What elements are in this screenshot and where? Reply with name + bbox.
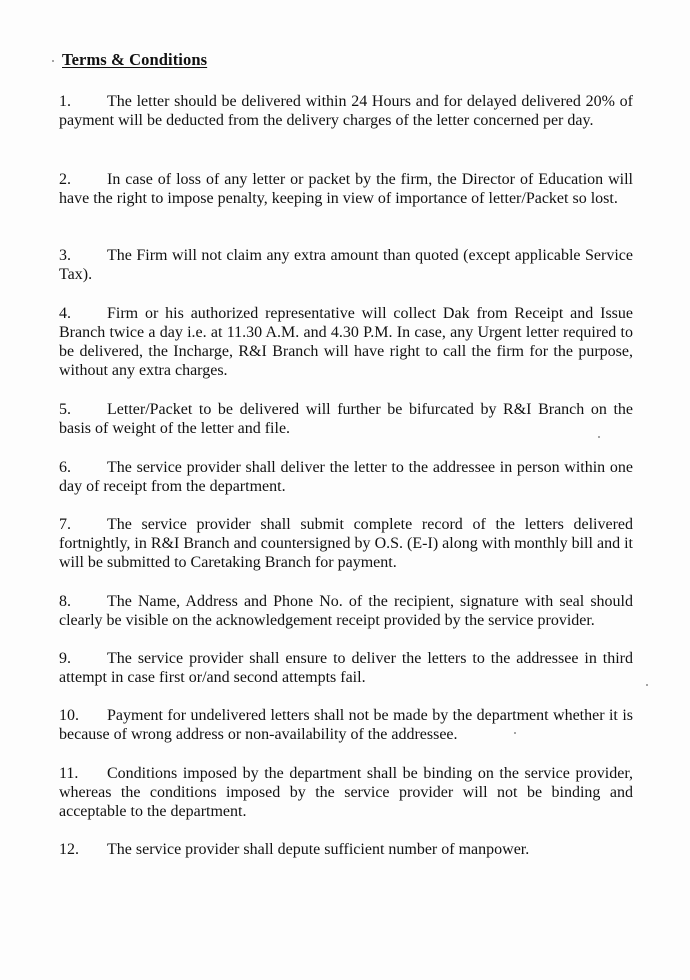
- clause-number: 8.: [59, 593, 71, 610]
- clause-10: [59, 706, 633, 744]
- clause-4: [59, 304, 633, 380]
- clause-number: 9.: [59, 650, 71, 667]
- clause-12: [59, 840, 633, 859]
- clause-number: 3.: [59, 247, 71, 264]
- clause-number: 2.: [59, 171, 71, 188]
- clause-text: Payment for undelivered letters shall not be made by the department whether it is because of wrong address or non-availability of the addressee.: [59, 707, 633, 743]
- clause-text: The service provider shall depute sufficient number of manpower.: [107, 841, 530, 858]
- clause-number: 10.: [59, 707, 79, 724]
- clause-number: 11.: [59, 765, 79, 782]
- clause-text: In case of loss of any letter or packet by the firm, the Director of Education will have the right to impose penalty, keeping in view of importance of letter/Packet so lost.: [59, 171, 633, 207]
- clause-text: The service provider shall ensure to deliver the letters to the addressee in third attempt in case first or/and second attempts fail.: [59, 650, 633, 686]
- clause-number: 4.: [59, 305, 71, 322]
- clause-8: [59, 592, 633, 630]
- clause-7: [59, 515, 633, 572]
- scan-speck: [646, 684, 648, 686]
- scan-speck: [598, 436, 600, 438]
- clause-text: The Firm will not claim any extra amount than quoted (except applicable Service Tax).: [59, 247, 633, 283]
- clause-9: [59, 649, 633, 687]
- scan-speck: [514, 732, 516, 734]
- clause-1: [59, 92, 633, 130]
- clause-number: 5.: [59, 401, 71, 418]
- clause-text: The Name, Address and Phone No. of the recipient, signature with seal should clearly be visible on the acknowledgement receipt provided by the service provider.: [59, 593, 633, 629]
- clause-text: The service provider shall submit complete record of the letters delivered fortnightly, in R&I Branch and countersigned by O.S. (E-I) along with monthly bill and it will be submitted to Caretaking Branch for payment.: [59, 516, 633, 571]
- clause-6: [59, 458, 633, 496]
- clause-number: 7.: [59, 516, 71, 533]
- clause-text: Conditions imposed by the department shall be binding on the service provider, whereas the conditions imposed by the service provider will not be binding and acceptable to the department.: [59, 765, 633, 820]
- clause-number: 12.: [59, 841, 79, 858]
- clause-5: [59, 400, 633, 438]
- clause-2: [59, 170, 633, 208]
- clause-11: [59, 764, 633, 821]
- clause-number: 6.: [59, 459, 71, 476]
- page-heading: Terms & Conditions: [62, 50, 208, 69]
- clause-text: Firm or his authorized representative will collect Dak from Receipt and Issue Branch twice a day i.e. at 11.30 A.M. and 4.30 P.M. In case, any Urgent letter required to be delivered, the Incharge, R&I Branch will have right to call the firm for the purpose, without any extra charges.: [59, 305, 633, 379]
- clause-3: [59, 246, 633, 284]
- clause-text: The service provider shall deliver the letter to the addressee in person within one day of receipt from the department.: [59, 459, 633, 495]
- clause-text: The letter should be delivered within 24 Hours and for delayed delivered 20% of payment will be deducted from the delivery charges of the letter concerned per day.: [59, 93, 633, 129]
- clause-text: Letter/Packet to be delivered will further be bifurcated by R&I Branch on the basis of weight of the letter and file.: [59, 401, 633, 437]
- scan-speck: [52, 60, 54, 62]
- clause-number: 1.: [59, 93, 71, 110]
